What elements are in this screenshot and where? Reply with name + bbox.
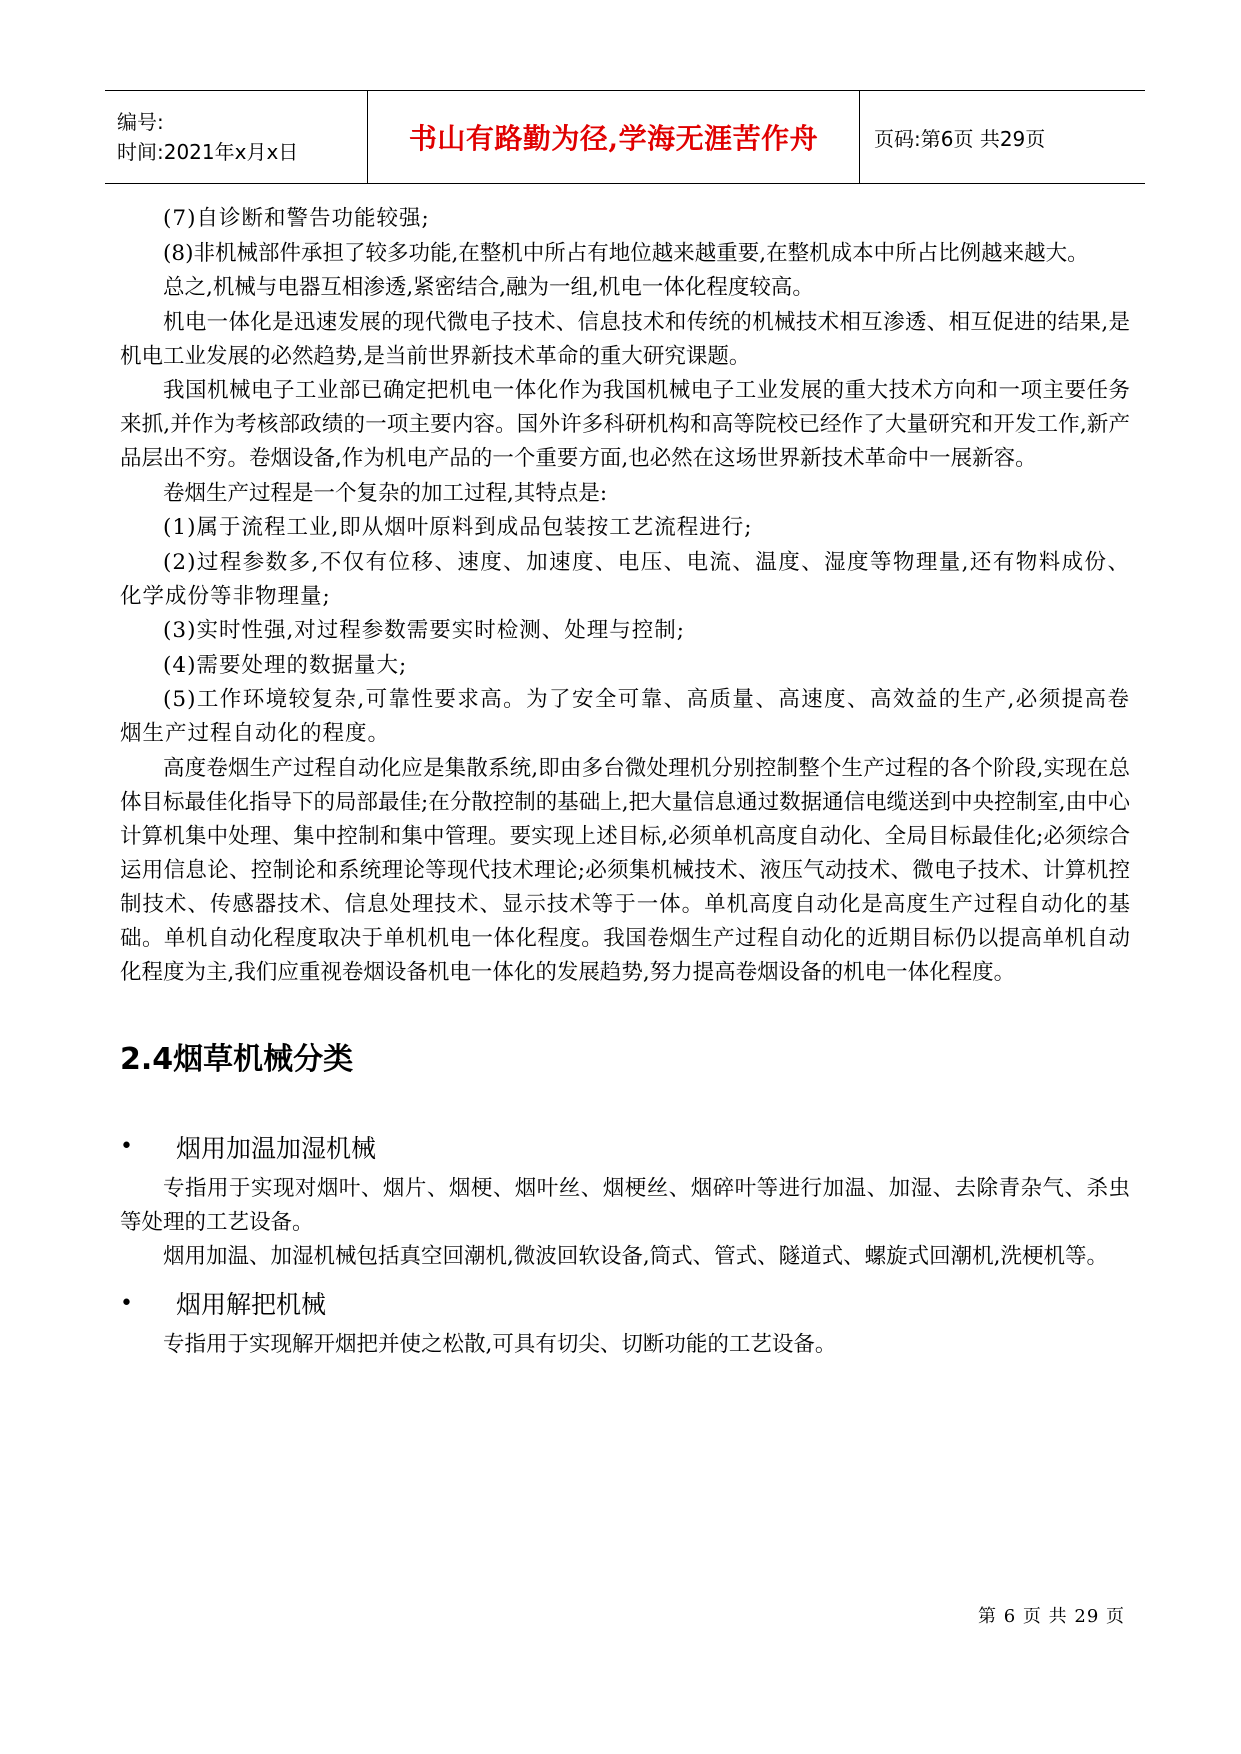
paragraph: 高度卷烟生产过程自动化应是集散系统,即由多台微处理机分别控制整个生产过程的各个阶段,实现在总体目标最佳化指导下的局部最佳;在分散控制的基础上,把大量信息通过数据通信电缆送到中央控制室,由中心计算机集中处理、集中控制和集中管理。要实现上述目标,必须单机高度自动化、全局目标最佳化;必须综合运用信息论、控制论和系统理论等现代技术理论;必须集机械技术、液压气动技术、微电子技术、计算机控制技术、传感器技术、信息处理技术、显示技术等于一体。单机高度自动化是高度生产过程自动化的基础。单机自动化程度取决于单机机电一体化程度。我国卷烟生产过程自动化的近期目标仍以提高单机自动化程度为主,我们应重视卷烟设备机电一体化的发展趋势,努力提高卷烟设备的机电一体化程度。 xyxy=(120,755,1130,985)
paragraph: (5)工作环境较复杂,可靠性要求高。为了安全可靠、高质量、高速度、高效益的生产,必须提高卷烟生产过程自动化的程度。 xyxy=(120,687,1130,746)
header-meta xyxy=(105,91,368,183)
document-number-label: 编号: xyxy=(117,110,164,134)
page-footer: 第 6 页 共 29 页 xyxy=(978,1606,1125,1627)
bullet-item xyxy=(120,1278,1130,1328)
bullet-title: 烟用加温加湿机械 xyxy=(176,1133,377,1163)
paragraph: 烟用加温、加湿机械包括真空回潮机,微波回软设备,筒式、管式、隧道式、螺旋式回潮机,洗梗机等。 xyxy=(163,1244,1109,1269)
bullet-dot-icon: • xyxy=(120,1290,133,1316)
section-heading: 2.4烟草机械分类 xyxy=(120,1041,354,1077)
paragraph: (7)自诊断和警告功能较强; xyxy=(163,206,430,231)
paragraph: 机电一体化是迅速发展的现代微电子技术、信息技术和传统的机械技术相互渗透、相互促进的结果,是机电工业发展的必然趋势,是当前世界新技术革命的重大研究课题。 xyxy=(120,309,1130,369)
document-body xyxy=(120,202,1130,1363)
bullet-dot-icon: • xyxy=(120,1134,133,1159)
paragraph: (8)非机械部件承担了较多功能,在整机中所占有地位越来越重要,在整机成本中所占比例越来越大。 xyxy=(163,240,1089,266)
header-page-info xyxy=(860,91,1145,183)
paragraph: 专指用于实现解开烟把并使之松散,可具有切尖、切断功能的工艺设备。 xyxy=(163,1332,837,1357)
document-header xyxy=(105,90,1145,184)
paragraph: 我国机械电子工业部已确定把机电一体化作为我国机械电子工业发展的重大技术方向和一项主要任务来抓,并作为考核部政绩的一项主要内容。国外许多科研机构和高等院校已经作了大量研究和开发工作,新产品层出不穷。卷烟设备,作为机电产品的一个重要方面,也必然在这场世界新技术革命中一展新容。 xyxy=(120,378,1130,471)
paragraph: (1)属于流程工业,即从烟叶原料到成品包装按工艺流程进行; xyxy=(163,515,753,540)
document-time-label: 时间:2021年x月x日 xyxy=(117,140,299,164)
page-info-text: 页码:第6页 共29页 xyxy=(874,126,1046,151)
bullet-title: 烟用解把机械 xyxy=(176,1290,327,1319)
paragraph: 专指用于实现对烟叶、烟片、烟梗、烟叶丝、烟梗丝、烟碎叶等进行加温、加湿、去除青杂气、杀虫等处理的工艺设备。 xyxy=(120,1175,1130,1235)
motto-text: 书山有路勤为径,学海无涯苦作舟 xyxy=(408,122,819,155)
header-motto xyxy=(368,91,860,183)
paragraph: (2)过程参数多,不仅有位移、速度、加速度、电压、电流、温度、湿度等物理量,还有物料成份、化学成份等非物理量; xyxy=(120,549,1130,609)
paragraph: (4)需要处理的数据量大; xyxy=(163,652,408,678)
paragraph: (3)实时性强,对过程参数需要实时检测、处理与控制; xyxy=(163,618,686,643)
paragraph: 卷烟生产过程是一个复杂的加工过程,其特点是: xyxy=(163,480,608,506)
bullet-item xyxy=(120,1122,1130,1172)
paragraph: 总之,机械与电器互相渗透,紧密结合,融为一组,机电一体化程度较高。 xyxy=(163,275,814,300)
